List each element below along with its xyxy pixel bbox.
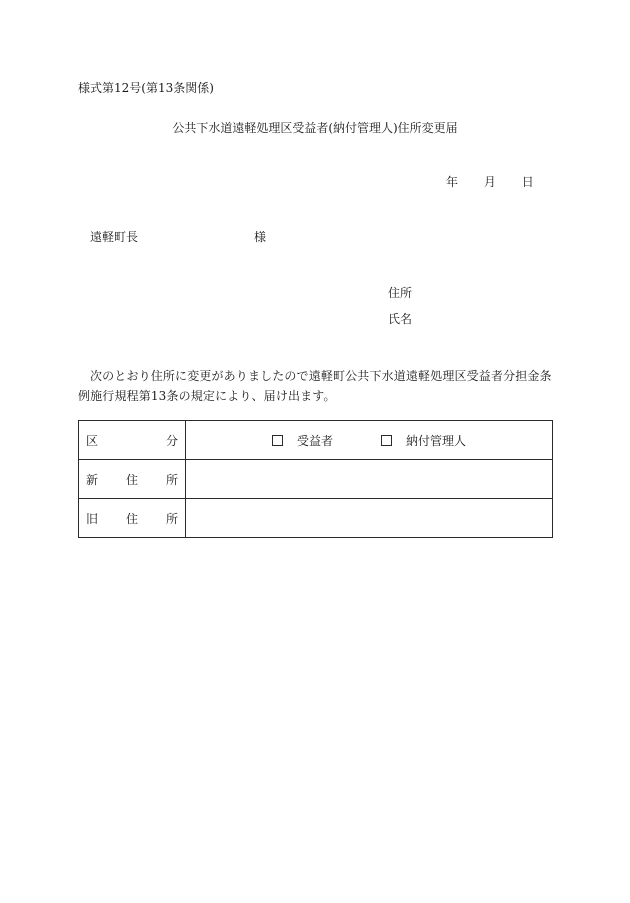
new-address-label-char: 新: [86, 472, 99, 487]
table-row-old-address: [79, 499, 553, 538]
classification-options-cell: [186, 421, 553, 460]
date-line: [446, 176, 534, 188]
old-address-field[interactable]: [186, 499, 553, 538]
classification-label-char: 区: [86, 433, 99, 448]
recipient-honorific: 様: [254, 230, 267, 244]
classification-label-char: 分: [165, 433, 178, 448]
new-address-label-char: 住: [125, 472, 138, 487]
date-month-label: 月: [483, 175, 496, 189]
body-text: 次のとおり住所に変更がありましたので遠軽町公共下水道遠軽処理区受益者分担金条例施行規程第13条の規定により、届け出ます。: [78, 369, 552, 403]
old-address-label-char: 所: [165, 511, 178, 526]
recipient-name: 遠軽町長: [90, 230, 139, 244]
beneficiary-checkbox[interactable]: [272, 435, 283, 446]
info-table: [78, 420, 553, 538]
table-row-classification: [79, 421, 553, 460]
option-beneficiary[interactable]: [272, 432, 333, 449]
payment-manager-checkbox[interactable]: [381, 435, 392, 446]
old-address-label-char: 旧: [86, 511, 99, 526]
form-number: 様式第12号(第13条関係): [78, 81, 214, 95]
option-payment-manager[interactable]: [381, 432, 466, 449]
payment-manager-label: 納付管理人: [406, 433, 467, 448]
new-address-label-cell: [79, 460, 186, 499]
date-day-label: 日: [521, 175, 534, 189]
old-address-label-cell: [79, 499, 186, 538]
applicant-address-label: 住所: [388, 286, 413, 300]
date-year-label: 年: [446, 175, 459, 189]
applicant-name-label: 氏名: [388, 312, 413, 326]
old-address-label-char: 住: [125, 511, 138, 526]
classification-label-cell: [79, 421, 186, 460]
table-row-new-address: [79, 460, 553, 499]
new-address-label-char: 所: [165, 472, 178, 487]
beneficiary-label: 受益者: [296, 433, 333, 448]
document-title: 公共下水道遠軽処理区受益者(納付管理人)住所変更届: [172, 121, 458, 135]
new-address-field[interactable]: [186, 460, 553, 499]
